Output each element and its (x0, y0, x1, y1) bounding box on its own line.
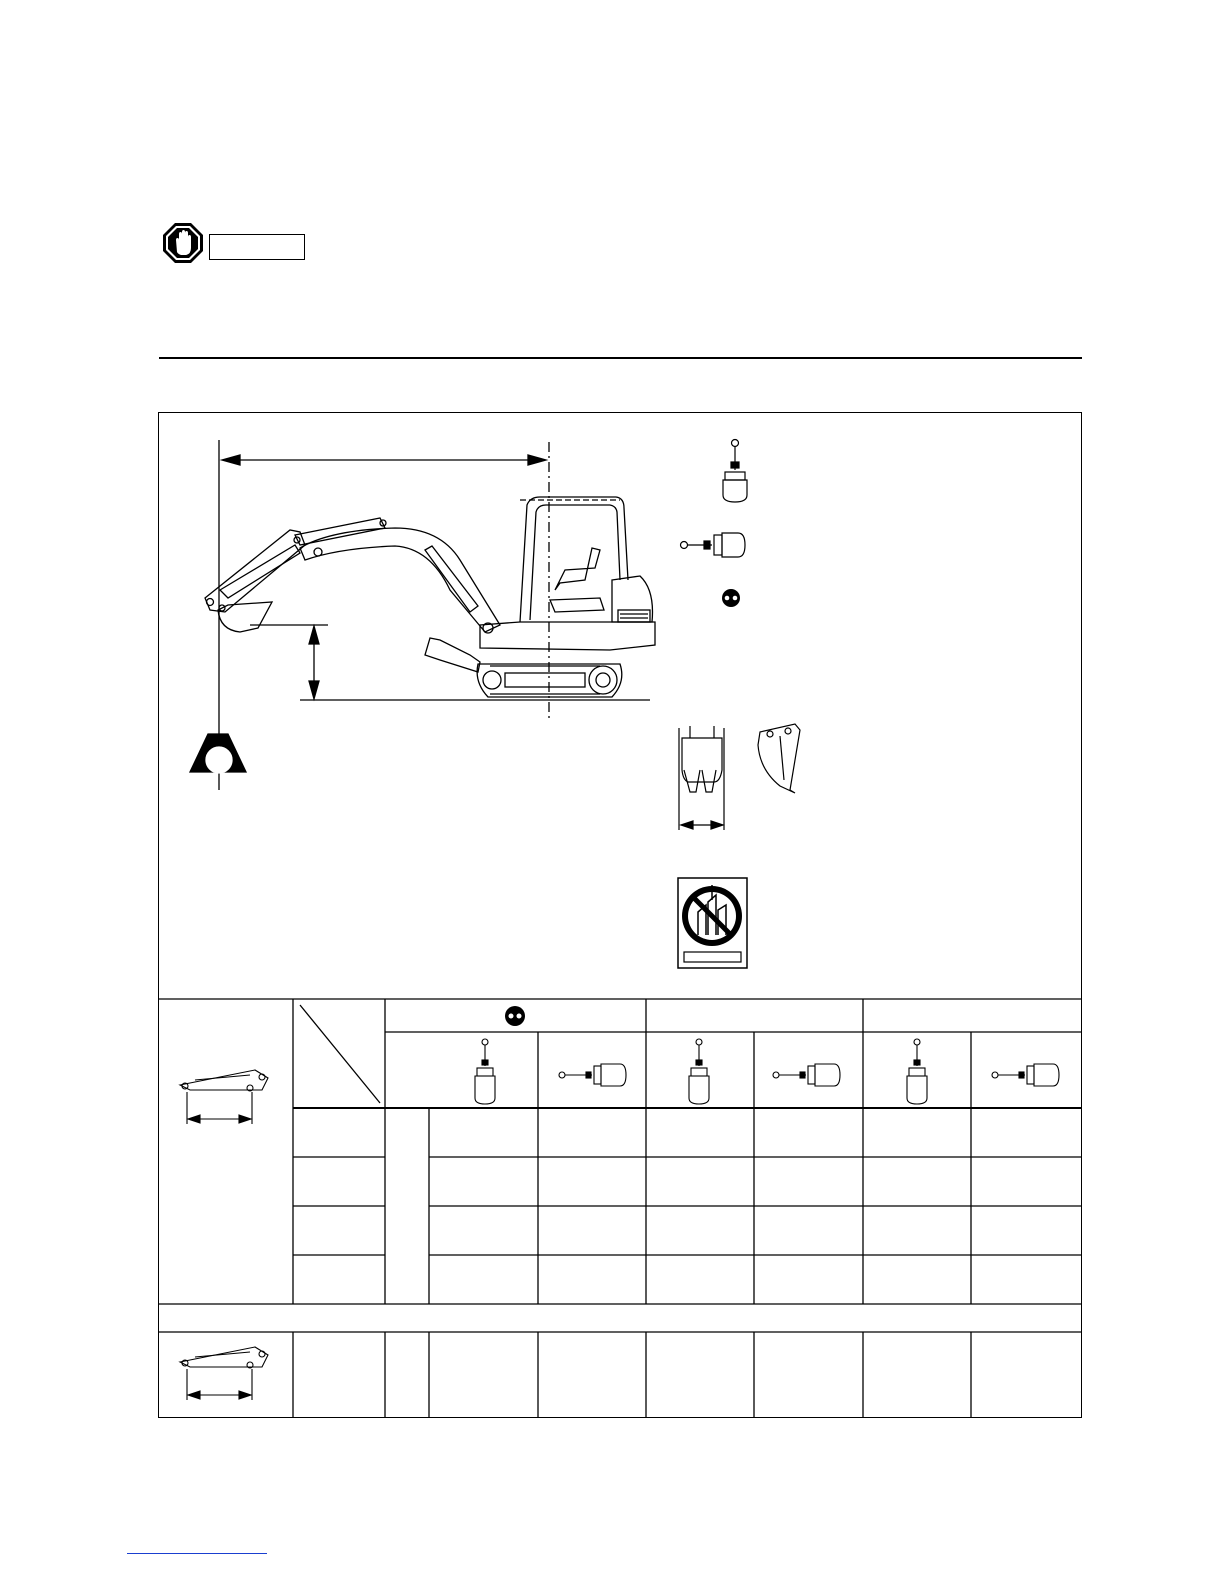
table-lever-vertical-icon (689, 1039, 709, 1104)
lever-horizontal-icon (681, 533, 746, 557)
table-lever-horizontal-icon (992, 1064, 1059, 1086)
footer-link-underline (127, 1553, 267, 1554)
boom-length-icon-bottom (180, 1347, 268, 1400)
table-dual-dot-icon (505, 1006, 525, 1026)
lever-vertical-icon (723, 440, 747, 503)
lift-table-grid (158, 999, 1082, 1418)
table-lever-horizontal-icon (773, 1064, 840, 1086)
dual-dot-mode-icon (722, 589, 740, 607)
bucket-front-view-icon (679, 726, 724, 830)
table-lever-horizontal-icon (559, 1064, 626, 1086)
table-lever-vertical-icon (475, 1039, 495, 1104)
no-lifting-prohibition-icon (678, 878, 747, 968)
bucket-side-view-icon (758, 724, 800, 793)
boom-length-icon (180, 1070, 268, 1124)
table-lever-vertical-icon (907, 1039, 927, 1104)
